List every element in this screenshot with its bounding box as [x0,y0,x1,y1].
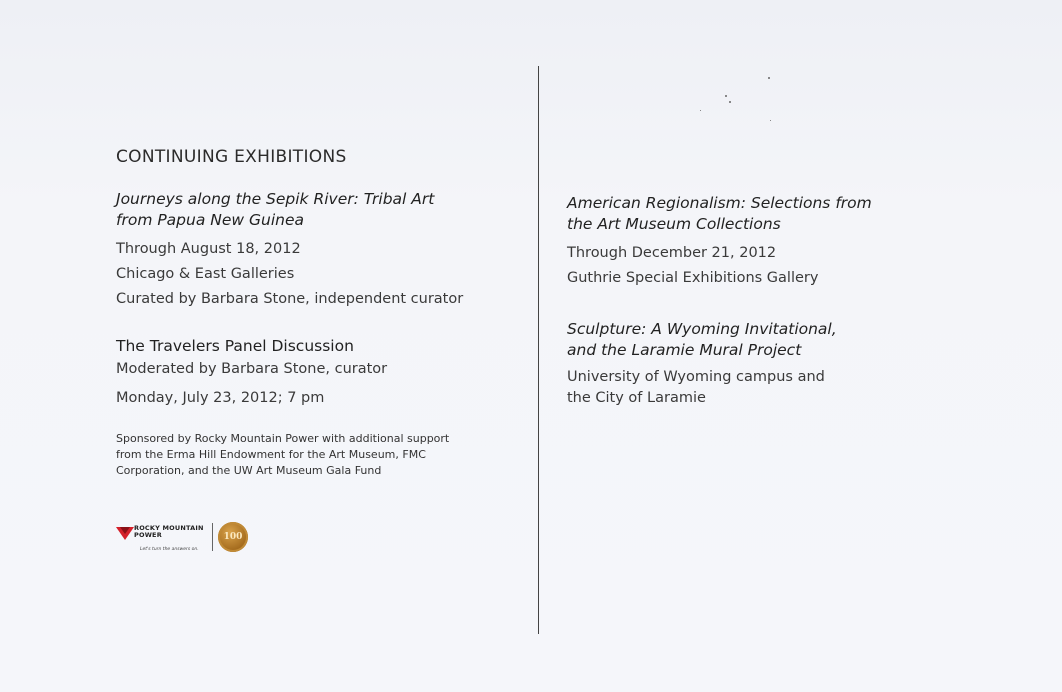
exhibition-dates: Through August 18, 2012 [116,241,301,257]
logo-separator [212,523,213,551]
badge-text: 100 [223,532,243,542]
panel-date: Monday, July 23, 2012; 7 pm [116,390,325,406]
exhibition-regionalism [567,193,927,291]
section-title: CONTINUING EXHIBITIONS [116,147,347,167]
exhibition-title-line1: Journeys along the Sepik River: Tribal Art [116,190,435,208]
exhibition-title-line1: Sculpture: A Wyoming Invitational, [567,320,837,338]
exhibition-title-line2: and the Laramie Mural Project [567,341,802,359]
exhibition-curator: Curated by Barbara Stone, independent curator [116,291,464,307]
scan-speck [729,101,731,103]
exhibition-sepik [116,189,516,312]
exhibition-sculpture [567,319,927,409]
exhibition-title [567,193,927,235]
sponsor-line3: Corporation, and the UW Art Museum Gala Fund [116,464,382,477]
scan-speck [770,120,771,121]
rmp-name-line1: ROCKY MOUNTAIN [134,524,204,532]
panel-moderator: Moderated by Barbara Stone, curator [116,361,388,377]
sponsor-line1: Sponsored by Rocky Mountain Power with additional support [116,432,450,445]
exhibition-title [567,319,927,361]
rmp-tagline: Let's turn the answers on. [140,547,199,552]
scan-speck [725,95,727,97]
exhibition-location: Guthrie Special Exhibitions Gallery [567,270,819,286]
sponsor-text [116,431,486,479]
rocky-mountain-power-logo-icon [116,527,134,541]
exhibition-location-line1: University of Wyoming campus and [567,369,825,385]
panel-discussion [116,336,516,409]
sponsor-line2: from the Erma Hill Endowment for the Art Museum, FMC [116,448,426,461]
exhibition-location: Chicago & East Galleries [116,266,295,282]
exhibition-title [116,189,516,231]
right-column [567,193,927,409]
exhibition-location-line2: the City of Laramie [567,390,706,406]
anniversary-badge-icon [218,522,248,552]
exhibition-title-line1: American Regionalism: Selections from [567,194,872,212]
exhibition-title-line2: from Papua New Guinea [116,211,305,229]
rmp-name-line2: POWER [134,531,162,539]
sponsor-logos [116,521,266,561]
center-divider [538,66,539,634]
scan-speck [700,110,701,111]
exhibition-location [567,367,927,409]
panel-title: The Travelers Panel Discussion [116,337,354,355]
exhibition-dates: Through December 21, 2012 [567,245,777,261]
scan-speck [768,77,770,79]
left-column [116,147,516,479]
exhibition-title-line2: the Art Museum Collections [567,215,781,233]
rmp-name [134,525,204,539]
